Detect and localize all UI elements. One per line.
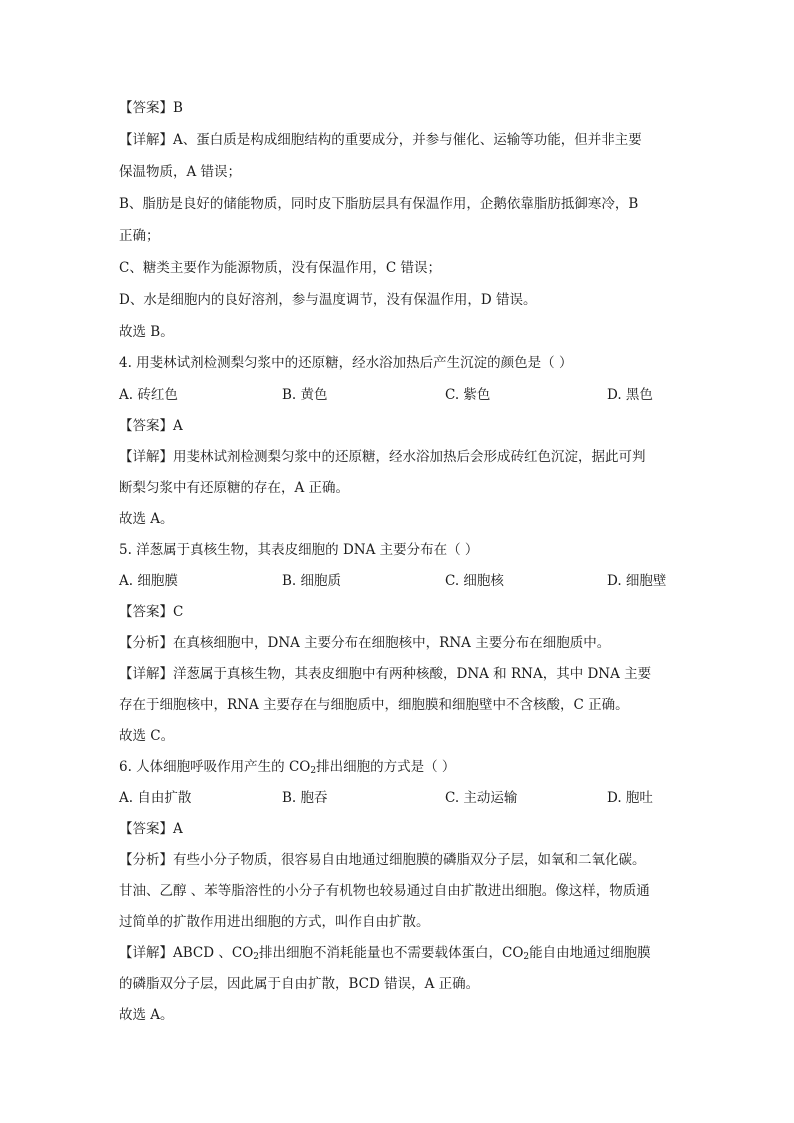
option-b: B. 黄色 [282,387,328,403]
analysis-line: 【分析】在真核细胞中，DNA 主要分布在细胞核中，RNA 主要分布在细胞质中。 [119,635,611,651]
option-c: C. 细胞核 [445,573,504,589]
explanation-line: D、水是细胞内的良好溶剂，参与温度调节，没有保温作用，D 错误。 [119,292,537,308]
analysis-line: 【分析】有些小分子物质，很容易自由地通过细胞膜的磷脂双分子层，如氧和二氧化碳。 [119,852,646,868]
explanation-line: 【详解】用斐林试剂检测梨匀浆中的还原糖，经水浴加热后会形成砖红色沉淀，据此可判 [119,449,646,465]
question-5: 5. 洋葱属于真核生物，其表皮细胞的 DNA 主要分布在（ ） [119,542,479,558]
answer-line: 【答案】A [119,418,183,434]
answer-line: 【答案】A [119,821,183,837]
explanation-line: 【详解】洋葱属于真核生物，其表皮细胞中有两种核酸，DNA 和 RNA，其中 DNA 主要 [119,666,652,682]
explanation-line: 存在于细胞核中，RNA 主要存在与细胞质中，细胞膜和细胞壁中不含核酸，C 正确。 [119,697,629,713]
explanation-line: 断梨匀浆中有还原糖的存在，A 正确。 [119,480,350,496]
analysis-line: 过简单的扩散作用进出细胞的方式，叫作自由扩散。 [119,914,430,930]
question-6-text-start: 6. 人体细胞呼吸作用产生的 CO [119,759,311,775]
question-6-text-end: 排出细胞的方式是（ ） [316,759,456,775]
subscript: 2 [310,766,317,776]
text-run: 【详解】ABCD 、CO [119,945,254,961]
option-c: C. 主动运输 [445,790,518,806]
conclusion-line: 故选 A。 [119,511,174,527]
subscript: 2 [523,952,530,962]
explanation-line [119,943,651,963]
question-6 [119,757,455,777]
explanation-line: C、糖类主要作为能源物质，没有保温作用，C 错误； [119,260,441,276]
conclusion-line: 故选 B。 [119,324,174,340]
explanation-line: B、脂肪是良好的储能物质，同时皮下脂肪层具有保温作用，企鹅依靠脂肪抵御寒冷，B [119,196,639,212]
subscript: 2 [253,952,259,962]
answer-line: 【答案】B [119,100,183,116]
option-d: D. 黑色 [607,387,653,403]
explanation-line: 【详解】A、蛋白质是构成细胞结构的重要成分，并参与催化、运输等功能，但并非主要 [119,132,642,148]
conclusion-line: 故选 A。 [119,1007,174,1023]
option-d: D. 胞吐 [607,790,653,806]
explanation-line: 保温物质，A 错误； [119,164,242,180]
option-d: D. 细胞壁 [607,573,667,589]
option-b: B. 胞吞 [282,790,328,806]
conclusion-line: 故选 C。 [119,728,175,744]
question-4: 4. 用斐林试剂检测梨匀浆中的还原糖，经水浴加热后产生沉淀的颜色是（ ） [119,355,573,371]
analysis-line: 甘油、乙醇 、苯等脂溶性的小分子有机物也较易通过自由扩散进出细胞。像这样，物质通 [119,883,650,899]
text-run: 能自由地通过细胞膜 [529,945,651,961]
option-c: C. 紫色 [445,387,491,403]
option-a: A. 自由扩散 [119,790,192,806]
option-b: B. 细胞质 [282,573,342,589]
answer-line: 【答案】C [119,604,184,620]
text-run: 排出细胞不消耗能量也不需要载体蛋白，CO [259,945,524,961]
option-a: A. 细胞膜 [119,573,178,589]
option-a: A. 砖红色 [119,387,178,403]
explanation-line: 正确； [119,228,160,244]
explanation-line: 的磷脂双分子层，因此属于自由扩散，BCD 错误，A 正确。 [119,976,480,992]
